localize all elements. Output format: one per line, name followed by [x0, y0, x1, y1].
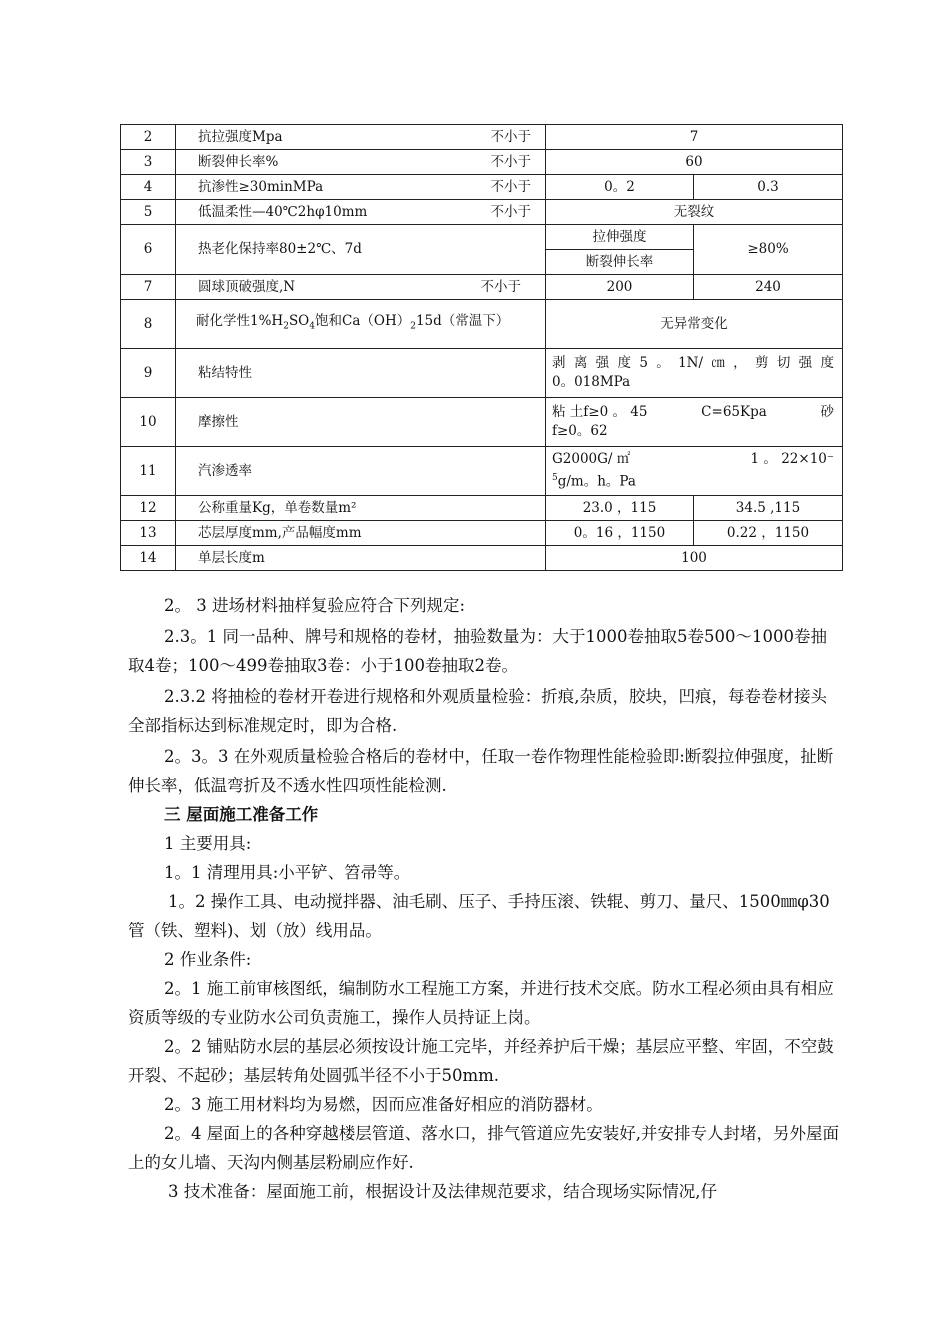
- paragraph: 2。 3 进场材料抽样复验应符合下列规定:: [164, 596, 466, 615]
- sub-item: 断裂伸长率: [546, 250, 694, 275]
- item-name: 抗渗性≥30minMPa: [198, 178, 324, 195]
- item-name: 公称重量Kg，单卷数量m²: [176, 496, 546, 521]
- item-name: 单层长度m: [176, 546, 546, 571]
- item-name: 断裂伸长率%: [198, 153, 279, 170]
- table-row: [121, 275, 843, 300]
- item-cell: [176, 275, 546, 300]
- paragraph: 2。1 施工前审核图纸，编制防水工程施工方案，并进行技术交底。防水工程必须由具有相应资质等级的专业防水公司负责施工，操作人员持证上岗。: [128, 979, 834, 1027]
- spec-table: [120, 124, 843, 571]
- paragraph: 2 作业条件:: [164, 950, 252, 969]
- paragraph: 1 主要用具:: [164, 834, 252, 853]
- value-cell: 剥离强度5。1N/㎝，剪切强度 0。018MPa: [546, 349, 843, 398]
- value-cell: 200: [546, 275, 694, 300]
- table-row: [121, 398, 843, 447]
- section-heading: 三 屋面施工准备工作: [164, 805, 319, 824]
- row-number: 2: [121, 125, 176, 150]
- paragraph: 1。2 操作工具、电动搅拌器、油毛刷、压子、手持压滚、铁辊、剪刀、量尺、1500㎜φ30管（铁、塑料)、划（放）线用品。: [128, 892, 830, 940]
- item-name: 芯层厚度mm,产品幅度mm: [176, 521, 546, 546]
- body-text: [128, 591, 840, 1206]
- row-number: 3: [121, 150, 176, 175]
- item-name: 抗拉强度Mpa: [198, 128, 283, 145]
- item-requirement: 不小于: [490, 153, 531, 170]
- paragraph: 1。1 清理用具:小平铲、笤帚等。: [164, 863, 411, 882]
- table-row: [121, 447, 843, 496]
- value-cell: 无裂纹: [546, 200, 843, 225]
- paragraph: 2。3。3 在外观质量检验合格后的卷材中，任取一卷作物理性能检验即:断裂拉伸强度，扯断伸长率，低温弯折及不透水性四项性能检测.: [128, 747, 834, 795]
- value-cell: 60: [546, 150, 843, 175]
- item-requirement: 不小于: [490, 128, 531, 145]
- item-name: 汽渗透率: [176, 447, 546, 496]
- paragraph: 2。2 铺贴防水层的基层必须按设计施工完毕，并经养护后干燥；基层应平整、牢固，不空鼓开裂、不起砂；基层转角处圆弧半径不小于50mm.: [128, 1037, 834, 1085]
- value-cell: 0.3: [694, 175, 843, 200]
- value-cell: 100: [546, 546, 843, 571]
- row-number: 9: [121, 349, 176, 398]
- paragraph: 2。4 屋面上的各种穿越楼层管道、落水口，排气管道应先安装好,并安排专人封堵，另外屋面上的女儿墙、天沟内侧基层粉刷应作好.: [128, 1124, 839, 1172]
- row-number: 7: [121, 275, 176, 300]
- value-cell: 7: [546, 125, 843, 150]
- sub-item: 拉伸强度: [546, 225, 694, 250]
- value-cell: 0。2: [546, 175, 694, 200]
- item-name: 摩擦性: [176, 398, 546, 447]
- item-name: 低温柔性—40℃2hφ10mm: [198, 203, 368, 220]
- table-row: [121, 521, 843, 546]
- paragraph: 2.3.2 将抽检的卷材开卷进行规格和外观质量检验：折痕,杂质，胶块，凹痕，每卷卷材接头全部指标达到标准规定时，即为合格.: [128, 687, 827, 735]
- row-number: 14: [121, 546, 176, 571]
- row-number: 4: [121, 175, 176, 200]
- table-row: [121, 546, 843, 571]
- row-number: 11: [121, 447, 176, 496]
- value-cell: 粘 土f≥0 。 45 C=65Kpa 砂 f≥0。62: [546, 398, 843, 447]
- table-row: [121, 125, 843, 150]
- value-cell: 240: [694, 275, 843, 300]
- item-cell: [176, 150, 546, 175]
- table-row: [121, 200, 843, 225]
- item-cell: [176, 200, 546, 225]
- item-requirement: 不小于: [490, 203, 531, 220]
- row-number: 10: [121, 398, 176, 447]
- table-row: [121, 496, 843, 521]
- item-cell: [176, 125, 546, 150]
- item-requirement: 不小于: [490, 178, 531, 195]
- table-row: [121, 150, 843, 175]
- paragraph: 2.3。1 同一品种、牌号和规格的卷材，抽验数量为：大于1000卷抽取5卷500～1000卷抽取4卷；100～499卷抽取3卷：小于100卷抽取2卷。: [128, 627, 827, 675]
- item-name: 粘结特性: [176, 349, 546, 398]
- row-number: 6: [121, 225, 176, 275]
- value-cell: ≥80%: [694, 225, 843, 275]
- paragraph: 2。3 施工用材料均为易燃，因而应准备好相应的消防器材。: [164, 1095, 603, 1114]
- row-number: 13: [121, 521, 176, 546]
- item-name: 圆球顶破强度,N: [198, 278, 296, 295]
- value-cell: G2000G/ ㎡ 1 。 22×10⁻ $^5$g/m。h。Pa: [546, 447, 843, 496]
- paragraph: 3 技术准备：屋面施工前，根据设计及法律规范要求，结合现场实际情况,仔: [168, 1182, 717, 1201]
- table-row: [121, 175, 843, 200]
- item-name: 热老化保持率80±2℃、7d: [176, 225, 546, 275]
- item-requirement: 不小于: [480, 278, 521, 295]
- table-row: [121, 225, 843, 250]
- value-cell: 无异常变化: [546, 300, 843, 349]
- item-cell: [176, 175, 546, 200]
- table-row: [121, 300, 843, 349]
- row-number: 5: [121, 200, 176, 225]
- row-number: 12: [121, 496, 176, 521]
- item-name: 耐化学性$1\%H_2SO_4$饱和$Ca(OH)_215d$（常温下）: [196, 312, 510, 332]
- value-cell: 0。16 ，1150: [546, 521, 694, 546]
- value-cell: 34.5 ,115: [694, 496, 843, 521]
- table-row: [121, 349, 843, 398]
- value-cell: 23.0 ，115: [546, 496, 694, 521]
- row-number: 8: [121, 300, 176, 349]
- item-cell: [176, 300, 546, 349]
- value-cell: 0.22 ，1150: [694, 521, 843, 546]
